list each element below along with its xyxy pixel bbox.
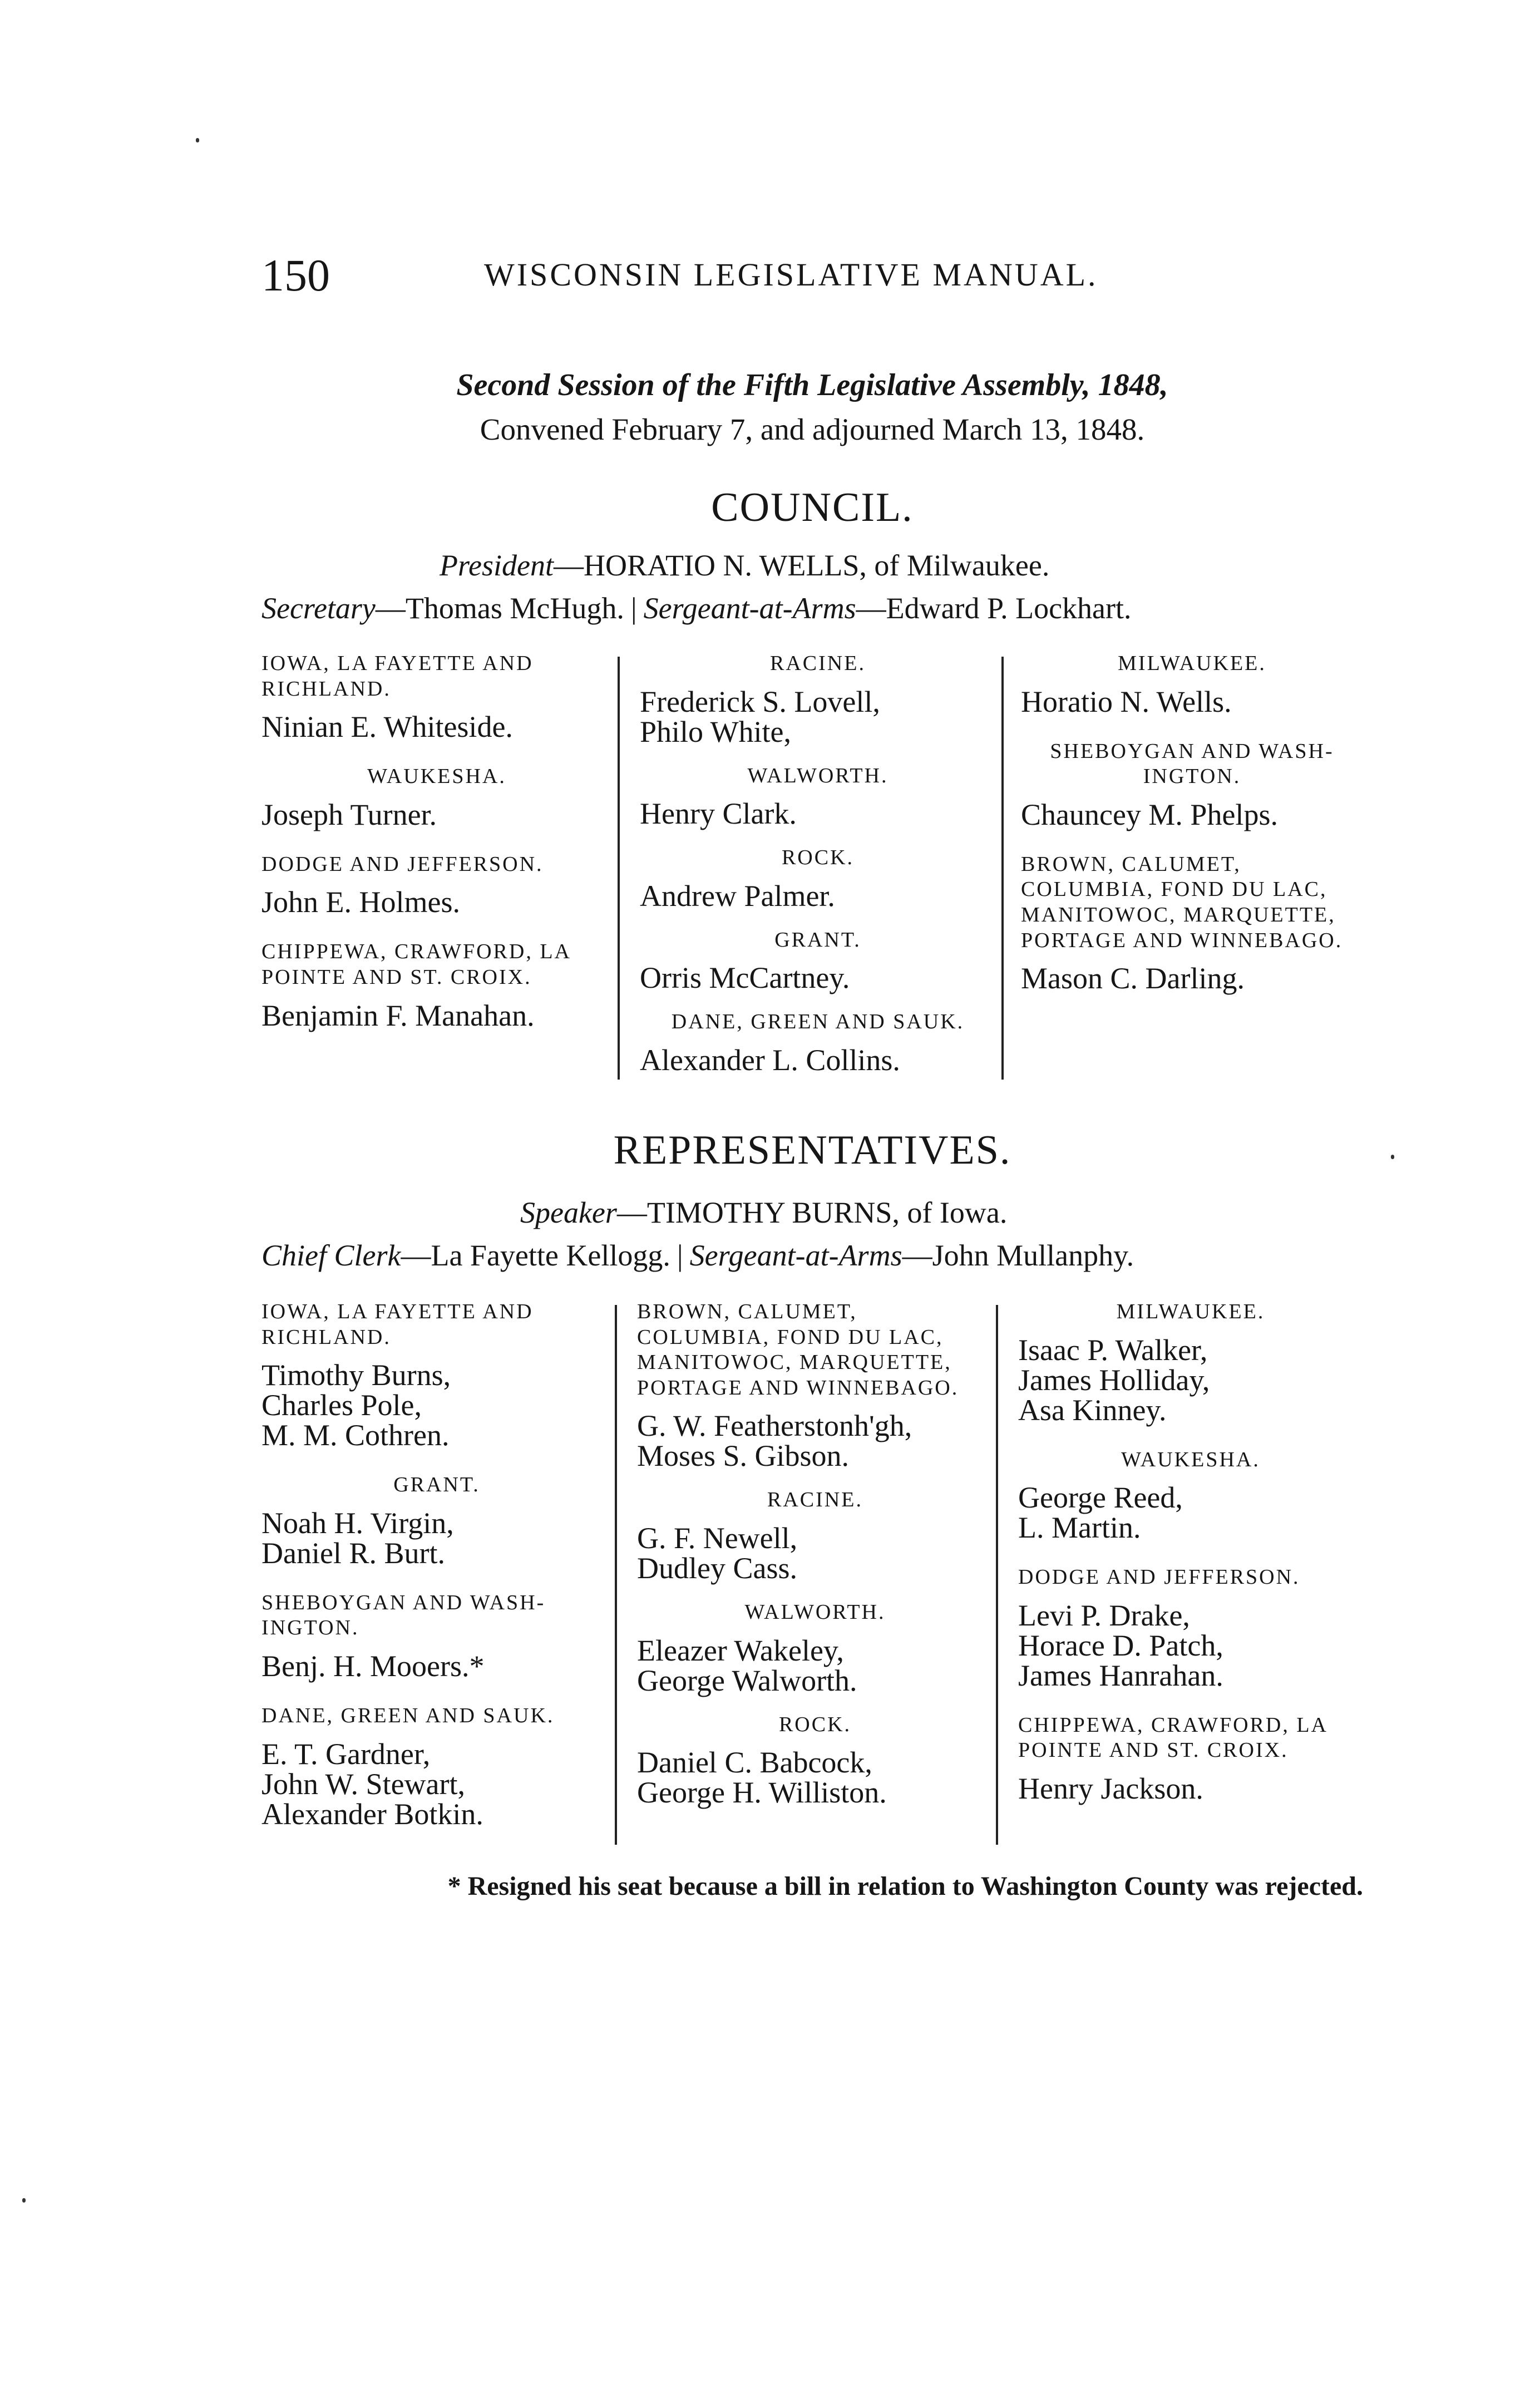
member-name: G. F. Newell, <box>637 1521 798 1555</box>
member-name: E. T. Gardner, <box>261 1737 431 1771</box>
president-label: President <box>440 549 554 582</box>
sergeant-label: Sergeant-at-Arms <box>689 1239 902 1272</box>
member-name: Chauncey M. Phelps. <box>1021 797 1278 831</box>
sergeant-value: John Mullanphy. <box>932 1239 1134 1272</box>
district-header: CHIPPEWA, CRAWFORD, LA POINTE AND ST. CROIX. <box>1018 1713 1327 1762</box>
member-list <box>637 1746 993 1810</box>
district-header: SHEBOYGAN AND WASH-INGTON. <box>261 1590 546 1640</box>
member-list <box>261 712 612 742</box>
member-name: Charles Pole, <box>261 1388 422 1422</box>
member-name: Eleazer Wakeley, <box>637 1633 844 1667</box>
member-name: James Holliday, <box>1018 1363 1210 1397</box>
member-list <box>1018 1335 1363 1425</box>
member-list <box>261 1360 612 1450</box>
representatives-column-1 <box>261 1299 612 1851</box>
member-name: G. W. Featherstonh'gh, <box>637 1409 912 1443</box>
sergeant-value: Edward P. Lockhart. <box>886 592 1132 625</box>
president-value: HORATIO N. WELLS, of Milwaukee. <box>583 549 1050 582</box>
member-name: Isaac P. Walker, <box>1018 1333 1208 1367</box>
member-name: John W. Stewart, <box>261 1767 466 1801</box>
district-header: WALWORTH. <box>744 1600 886 1624</box>
member-list <box>640 684 996 748</box>
district-header: DANE, GREEN AND SAUK. <box>671 1010 965 1034</box>
representatives-speaker: Speaker—TIMOTHY BURNS, of Iowa. <box>520 1196 1008 1229</box>
member-name: Daniel R. Burt. <box>261 1536 445 1570</box>
district-header: RACINE. <box>767 1488 863 1512</box>
member-name: George H. Williston. <box>637 1776 887 1810</box>
member-name: Alexander Botkin. <box>261 1797 483 1831</box>
clerk-value: La Fayette Kellogg. <box>431 1239 670 1272</box>
member-list <box>640 1045 996 1075</box>
representatives-column-2 <box>637 1299 993 1830</box>
session-dates: Convened February 7, and adjourned March 13, 1848. <box>480 412 1145 446</box>
member-name: Horace D. Patch, <box>1018 1628 1223 1662</box>
district-header: WAUKESHA. <box>367 765 506 789</box>
district-header: IOWA, LA FAYETTE AND RICHLAND. <box>261 652 534 701</box>
member-name: Noah H. Virgin, <box>261 1506 454 1540</box>
district-header: WAUKESHA. <box>1121 1447 1260 1471</box>
member-name: James Hanrahan. <box>1018 1658 1223 1692</box>
member-name: Philo White, <box>640 715 792 748</box>
member-list <box>261 1739 612 1829</box>
member-list <box>1018 1600 1363 1691</box>
district-header: GRANT. <box>774 928 861 952</box>
member-name: M. M. Cothren. <box>261 1418 450 1452</box>
member-name: Henry Jackson. <box>1018 1771 1203 1805</box>
member-name: Frederick S. Lovell, <box>640 684 880 718</box>
column-rule <box>615 1305 617 1845</box>
member-name: Dudley Cass. <box>637 1551 797 1585</box>
member-name: L. Martin. <box>1018 1511 1141 1545</box>
column-rule <box>996 1305 998 1845</box>
member-list <box>261 1651 612 1681</box>
council-column-1 <box>261 651 612 1053</box>
council-president: President—HORATIO N. WELLS, of Milwaukee. <box>440 549 1050 582</box>
representatives-column-3 <box>1018 1299 1363 1826</box>
member-name: Moses S. Gibson. <box>637 1439 850 1473</box>
member-name: Joseph Turner. <box>261 797 437 831</box>
district-header: BROWN, CALUMET, COLUMBIA, FOND DU LAC, MANITOWOC, MARQUETTE, PORTAGE AND WINNEBAGO. <box>637 1300 959 1400</box>
page-header <box>261 249 1363 311</box>
column-rule <box>1001 657 1004 1080</box>
member-name: Henry Clark. <box>640 797 797 831</box>
member-list <box>637 1635 993 1696</box>
speaker-label: Speaker <box>520 1196 617 1229</box>
district-header: RACINE. <box>770 652 866 675</box>
member-list <box>1021 962 1363 996</box>
member-name: George Walworth. <box>637 1663 857 1697</box>
secretary-label: Secretary <box>261 592 376 625</box>
district-header: DODGE AND JEFFERSON. <box>1018 1565 1300 1589</box>
member-name: Levi P. Drake, <box>1018 1598 1190 1632</box>
footnote: * Resigned his seat because a bill in relation to Washington County was rejected. <box>447 1871 1363 1901</box>
member-list <box>261 797 612 831</box>
member-name: Benjamin F. Manahan. <box>261 998 535 1032</box>
scan-speck <box>22 2198 26 2203</box>
member-name: Daniel C. Babcock, <box>637 1746 872 1780</box>
scan-speck <box>196 138 199 142</box>
secretary-value: Thomas McHugh. <box>405 592 624 625</box>
council-column-3 <box>1021 651 1363 1016</box>
member-list <box>640 881 996 911</box>
district-header: DANE, GREEN AND SAUK. <box>261 1703 555 1727</box>
member-list <box>637 1411 993 1471</box>
member-name: Orris McCartney. <box>640 961 850 995</box>
member-name: Andrew Palmer. <box>640 879 835 913</box>
member-list <box>261 1508 612 1568</box>
page-number: 150 <box>261 250 330 300</box>
scan-speck <box>1391 1155 1394 1159</box>
member-list <box>1021 684 1363 718</box>
member-list <box>640 963 996 993</box>
member-list <box>261 887 612 917</box>
member-name: Asa Kinney. <box>1018 1393 1167 1427</box>
member-name: George Reed, <box>1018 1481 1183 1515</box>
district-header: GRANT. <box>393 1473 480 1497</box>
district-header: WALWORTH. <box>747 763 889 787</box>
member-list <box>1021 797 1363 831</box>
running-title: WISCONSIN LEGISLATIVE MANUAL. <box>484 257 1098 293</box>
member-name: Mason C. Darling. <box>1021 962 1245 996</box>
member-name: Ninian E. Whiteside. <box>261 710 513 744</box>
member-name: John E. Holmes. <box>261 885 460 919</box>
member-name: Benj. H. Mooers.* <box>261 1649 485 1683</box>
member-name: Horatio N. Wells. <box>1021 684 1232 718</box>
district-header: DODGE AND JEFFERSON. <box>261 852 544 876</box>
district-header: SHEBOYGAN AND WASH-INGTON. <box>1050 739 1334 789</box>
district-header: BROWN, CALUMET, COLUMBIA, FOND DU LAC, MANITOWOC, MARQUETTE, PORTAGE AND WINNEBAGO. <box>1021 852 1343 952</box>
member-list <box>261 998 612 1032</box>
member-name: Timothy Burns, <box>261 1358 451 1392</box>
column-rule <box>618 657 620 1080</box>
sergeant-label: Sergeant-at-Arms <box>643 592 856 625</box>
member-name: Alexander L. Collins. <box>640 1043 900 1077</box>
representatives-officers: Chief Clerk—La Fayette Kellogg. | Sergeant-at-Arms—John Mullanphy. <box>261 1239 1134 1272</box>
clerk-label: Chief Clerk <box>261 1239 401 1272</box>
council-column-2 <box>640 651 996 1097</box>
representatives-heading: REPRESENTATIVES. <box>613 1127 1011 1173</box>
member-list <box>1018 1771 1363 1805</box>
session-title: Second Session of the Fifth Legislative Assembly, 1848, <box>456 368 1168 402</box>
district-header: ROCK. <box>778 1712 852 1736</box>
district-header: ROCK. <box>781 846 855 870</box>
district-header: CHIPPEWA, CRAWFORD, LA POINTE AND ST. CROIX. <box>261 940 570 989</box>
district-header: MILWAUKEE. <box>1118 652 1266 675</box>
speaker-value: TIMOTHY BURNS, of Iowa. <box>646 1196 1008 1229</box>
district-header: MILWAUKEE. <box>1116 1300 1265 1323</box>
council-heading: COUNCIL. <box>711 485 914 530</box>
council-officers: Secretary—Thomas McHugh. | Sergeant-at-Arms—Edward P. Lockhart. <box>261 592 1132 625</box>
member-list <box>1018 1482 1363 1543</box>
member-list <box>640 799 996 829</box>
district-header: IOWA, LA FAYETTE AND RICHLAND. <box>261 1300 534 1349</box>
member-list <box>637 1523 993 1583</box>
